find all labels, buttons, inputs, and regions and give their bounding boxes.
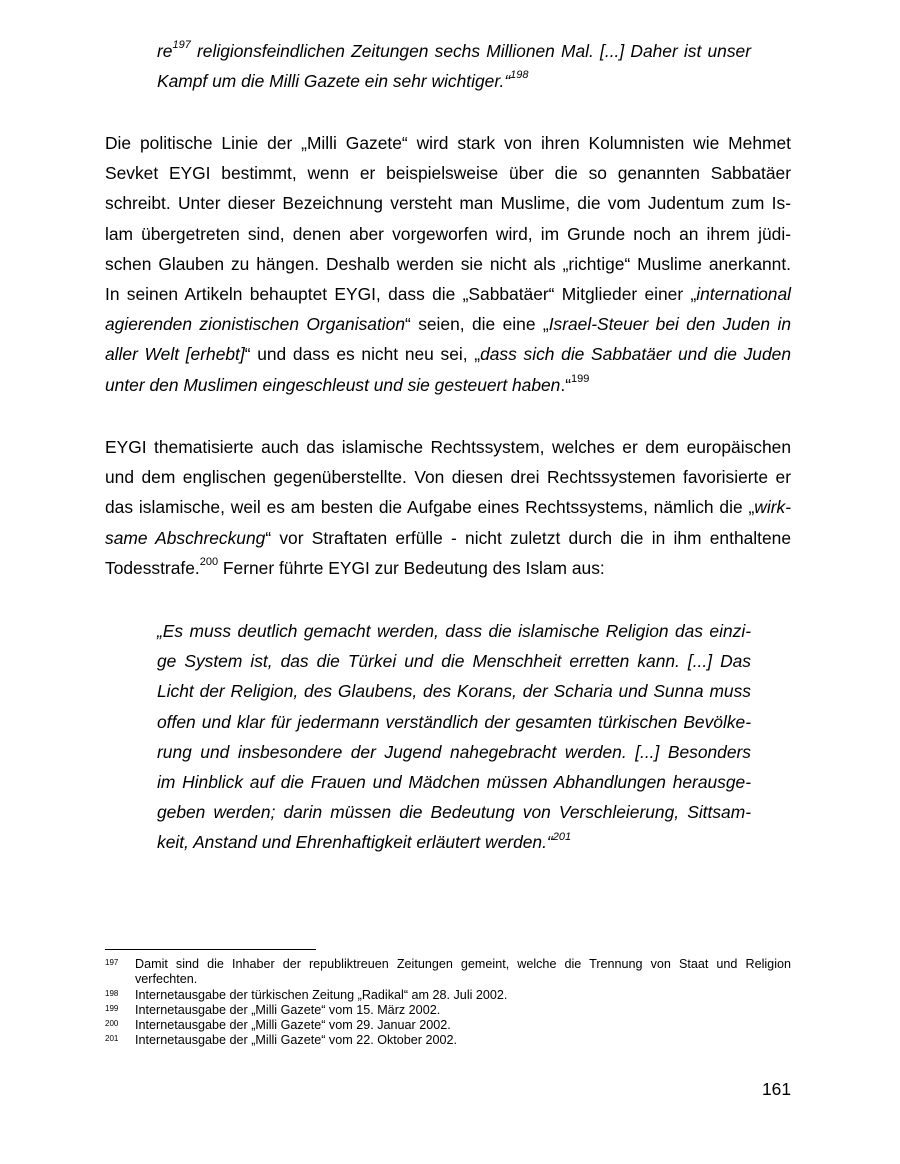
- text-line: [157, 36, 751, 66]
- footnote-reference: 197: [172, 39, 191, 52]
- block-quote-top: [157, 36, 751, 96]
- text-segment: “ vor Straftaten erfülle - nicht zuletzt durch die in ihm enthaltene: [265, 527, 791, 548]
- footnote-number: 201: [105, 1034, 119, 1044]
- italic-text: keit, Anstand und Ehrenhaftigkeit erläutert werden.: [157, 832, 547, 853]
- italic-text: ge System ist, das die Türkei und die Menschheit erretten kann. [...] Das: [157, 651, 751, 672]
- italic-text: dass sich die Sabbatäer und die Juden: [480, 344, 791, 365]
- text-segment: “ und dass es nicht neu sei, „: [244, 344, 481, 365]
- block-quote-main: [157, 616, 751, 858]
- text-line: [157, 646, 751, 676]
- italic-text: agierenden zionistischen Organisation: [105, 314, 405, 335]
- text-segment: lam übergetreten sind, denen aber vorgeworfen wird, im Grunde noch an ihrem jüdi-: [105, 223, 791, 244]
- text-segment: Todesstrafe.: [105, 557, 200, 578]
- text-segment: und dem englischen gegenüberstellte. Von diesen drei Rechtssystemen favorisierte er: [105, 467, 791, 488]
- text-line: [157, 676, 751, 706]
- footnote-198: [105, 988, 791, 1003]
- text-line: [157, 797, 751, 827]
- footnote-text: Internetausgabe der „Milli Gazete“ vom 29. Januar 2002.: [135, 1018, 451, 1033]
- text-line: [105, 188, 791, 218]
- text-line: [105, 219, 791, 249]
- footnote-reference: 200: [199, 556, 219, 569]
- page-number: 161: [761, 1079, 791, 1099]
- italic-text: international: [696, 284, 791, 305]
- footnote-number: 198: [105, 988, 119, 998]
- footnote-text: [135, 957, 791, 988]
- text-segment: EYGI thematisierte auch das islamische Rechtssystem, welches er dem europäischen: [105, 437, 791, 457]
- text-segment: Ferner führte EYGI zur Bedeutung des Islam aus:: [218, 557, 605, 578]
- italic-text: geben werden; darin müssen die Bedeutung von Verschleierung, Sittsam-: [157, 802, 751, 823]
- text-line: [157, 767, 751, 797]
- text-line: [105, 158, 791, 188]
- text-segment: In seinen Artikeln behauptet EYGI, dass die „Sabbatäer“ Mitglieder einer „: [105, 284, 697, 305]
- footnote-197: [105, 957, 791, 988]
- italic-text: offen und klar für jedermann verständlich der gesamten türkischen Bevölke-: [157, 711, 751, 732]
- footnote-reference: 198: [510, 69, 529, 82]
- italic-text: unter den Muslimen eingeschleust und sie gesteuert haben: [105, 374, 561, 395]
- italic-text: „Es muss deutlich gemacht werden, dass die islamische Religion das einzi-: [157, 621, 751, 641]
- text-line: [105, 553, 791, 583]
- text-segment: schen Glauben zu hängen. Deshalb werden sie nicht als „richtige“ Muslime anerkannt.: [105, 253, 791, 274]
- italic-text: same Abschreckung: [105, 527, 266, 548]
- footnote-reference: 201: [552, 830, 572, 843]
- footnote-text: Internetausgabe der türkischen Zeitung „Radikal“ am 28. Juli 2002.: [135, 987, 508, 1002]
- italic-text: religionsfeindlichen Zeitungen sechs Millionen Mal. [...] Daher ist unser: [190, 41, 751, 61]
- italic-text: re: [157, 41, 173, 61]
- text-line: [157, 827, 751, 857]
- footnote-199: [105, 1003, 791, 1018]
- footnote-text-line: verfechten.: [135, 972, 198, 987]
- paragraph-2: [105, 432, 791, 583]
- text-segment: das islamische, weil es am besten die Aufgabe eines Rechtssystems, nämlich die „: [105, 497, 755, 518]
- text-line: [105, 432, 791, 462]
- italic-text: aller Welt [erhebt]: [105, 344, 245, 365]
- footnote-text-line: Damit sind die Inhaber der republiktreuen Zeitungen gemeint, welche die Trennung von Staat und Religion: [135, 957, 791, 971]
- text-line: [157, 737, 751, 767]
- text-line: [105, 339, 791, 369]
- footnote-text: Internetausgabe der „Milli Gazete“ vom 15. März 2002.: [135, 1002, 441, 1017]
- text-line: [157, 616, 751, 646]
- text-line: [105, 279, 791, 309]
- text-segment: Sevket EYGI bestimmt, wenn er beispielsweise über die so genannten Sabbatäer: [105, 163, 791, 184]
- text-line: [105, 492, 791, 522]
- footnote-separator: [105, 949, 316, 950]
- footnote-number: 197: [105, 958, 119, 967]
- text-line: [105, 462, 791, 492]
- text-segment: “: [546, 832, 553, 853]
- footnotes: [105, 957, 791, 1049]
- italic-text: Israel-Steuer bei den Juden in: [548, 314, 791, 335]
- footnote-reference: 199: [570, 372, 590, 385]
- italic-text: Licht der Religion, des Glaubens, des Korans, der Scharia und Sunna muss: [157, 681, 751, 702]
- italic-text: Kampf um die Milli Gazete ein sehr wichtiger: [157, 71, 500, 92]
- text-line: [105, 128, 791, 158]
- footnote-200: [105, 1018, 791, 1033]
- text-line: [105, 370, 791, 400]
- text-line: [105, 309, 791, 339]
- text-line: [105, 249, 791, 279]
- footnote-201: [105, 1033, 791, 1048]
- italic-text: wirk-: [754, 497, 791, 518]
- footnote-number: 199: [105, 1003, 119, 1013]
- text-segment: .“: [499, 71, 511, 92]
- text-segment: Die politische Linie der „Milli Gazete“ wird stark von ihren Kolumnisten wie Mehmet: [105, 133, 791, 153]
- text-line: [105, 523, 791, 553]
- paragraph-1: [105, 128, 791, 400]
- text-segment: “ seien, die eine „: [405, 314, 549, 335]
- text-segment: schreibt. Unter dieser Bezeichnung versteht man Muslime, die vom Judentum zum Is-: [105, 193, 791, 214]
- footnote-number: 200: [105, 1019, 119, 1029]
- footnote-text: Internetausgabe der „Milli Gazete“ vom 22. Oktober 2002.: [135, 1033, 458, 1048]
- text-line: [157, 707, 751, 737]
- italic-text: im Hinblick auf die Frauen und Mädchen müssen Abhandlungen herausge-: [157, 772, 751, 793]
- text-line: [157, 66, 751, 96]
- text-segment: .“: [560, 374, 571, 395]
- italic-text: rung und insbesondere der Jugend nahegebracht werden. [...] Besonders: [157, 741, 751, 762]
